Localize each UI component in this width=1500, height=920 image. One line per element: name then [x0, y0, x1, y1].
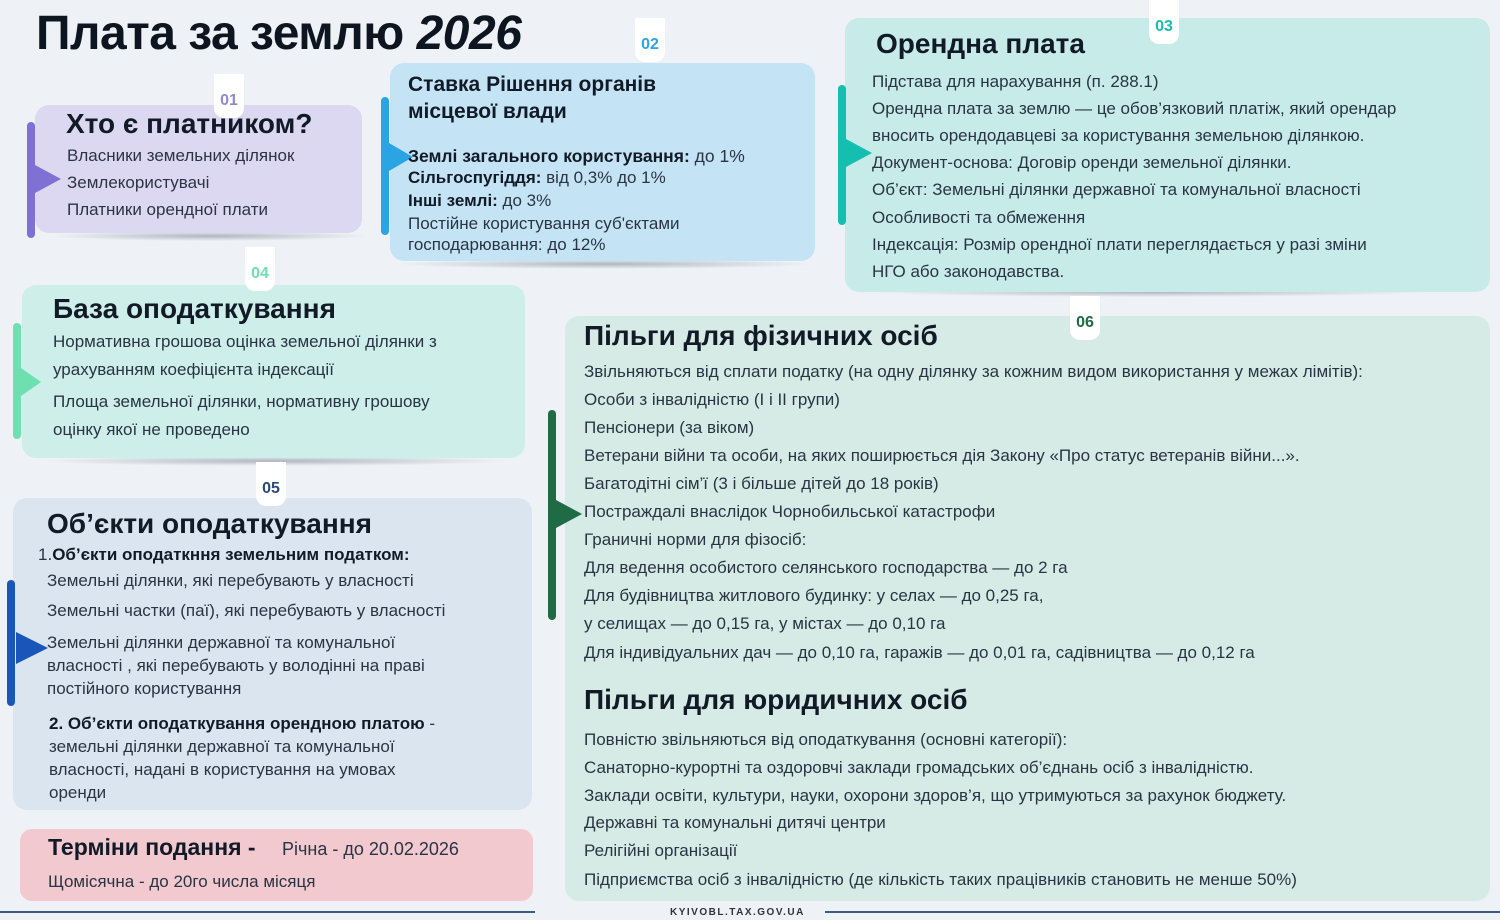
footer-url[interactable]: KYIVOBL.TAX.GOV.UA: [670, 907, 805, 918]
card06-pointer-icon: [556, 500, 582, 528]
footer-divider-left: [0, 911, 535, 913]
card05-line: Земельні частки (паї), які перебувають у власності: [47, 601, 446, 620]
card06-heading-legal: Пільги для юридичних осіб: [584, 684, 968, 715]
card02-rate-common: Землі загального користування: до 1%: [408, 146, 745, 166]
card05-sub1: 1.Об’єкти оподаткння земельним податком:: [38, 545, 410, 564]
card06-line: Державні та комунальні дитячі центри: [584, 813, 886, 832]
card03-line: Орендна плата за землю — це обов’язковий платіж, який орендар: [872, 99, 1397, 118]
card06-line: Для будівництва житлового будинку: у селах — до 0,25 га,: [584, 586, 1044, 605]
card01-item: Землекористувачі: [67, 173, 210, 192]
card06-line: Особи з інвалідністю (I і II групи): [584, 390, 840, 409]
card02-accent-bar: [381, 97, 389, 235]
card03-line: Об’єкт: Земельні ділянки державної та комунальної власності: [872, 180, 1361, 199]
card03-line: Підстава для нарахування (п. 288.1): [872, 72, 1159, 91]
card03-line: Індексація: Розмір орендної плати переглядається у разі зміни: [872, 235, 1367, 254]
card03-number: 03: [1149, 0, 1179, 44]
card01-heading: Хто є платником?: [66, 108, 313, 139]
card05-line: земельні ділянки державної та комунальної: [49, 737, 395, 756]
card04-number: 04: [245, 247, 275, 291]
card06-line: Пенсіонери (за віком): [584, 418, 755, 437]
card06-line: Багатодітні сім’ї (3 і більше дітей до 18 років): [584, 474, 939, 493]
card06-heading-individuals: Пільги для фізичних осіб: [584, 320, 938, 351]
card04-line: Нормативна грошова оцінка земельної ділянки з: [53, 332, 437, 351]
card01-item: Власники земельних ділянок: [67, 146, 295, 165]
card05-pointer-icon: [16, 632, 48, 664]
card06-line: Звільняються від сплати податку (на одну ділянку за кожним видом використання у межах лімітів):: [584, 362, 1363, 381]
page-title: [36, 6, 521, 61]
deadlines-annual: Річна - до 20.02.2026: [282, 839, 459, 859]
footer-divider-right: [825, 911, 1500, 913]
card06-line: Постраждалі внаслідок Чорнобильської катастрофи: [584, 502, 996, 521]
card06-line: Для індивідуальних дач — до 0,10 га, гаражів — до 0,01 га, садівництва — до 0,12 га: [584, 643, 1255, 662]
card05-accent-bar: [7, 580, 15, 706]
deadlines-heading: Терміни подання -: [48, 834, 256, 860]
title-year: 2026: [416, 7, 522, 60]
card03-pointer-icon: [846, 139, 872, 167]
card01-accent-bar: [27, 122, 35, 238]
card04-heading: База оподаткування: [53, 293, 336, 324]
card04-line: оцінку якої не проведено: [53, 420, 250, 439]
card05-line: постійного користування: [47, 679, 242, 698]
card04-line: урахуванням коефіцієнта індексації: [53, 360, 334, 379]
card06-line: Підприємства осіб з інвалідністю (де кількість таких працівників становить не менше 50%): [584, 870, 1297, 889]
card06-line: Санаторно-курортні та оздоровчі заклади громадських об’єднань осіб з інвалідністю.: [584, 758, 1254, 777]
card04-pointer-icon: [21, 368, 41, 396]
card06-line: Заклади освіти, культури, науки, охорони здоров’я, що утримуються за рахунок бюджету.: [584, 786, 1287, 805]
card02-rate-permanent-line1: Постійне користування суб'єктами: [408, 214, 680, 233]
card05-heading: Об’єкти оподаткування: [47, 508, 373, 539]
card02-heading-line1: Ставка Рішення органів: [408, 73, 657, 96]
card06-accent-bar: [548, 410, 556, 620]
card02-rate-agri: Сільгоспугіддя: від 0,3% до 1%: [408, 168, 666, 187]
card01-number: 01: [214, 74, 244, 118]
card06-line: у селищах — до 0,15 га, у містах — до 0,10 га: [584, 614, 946, 633]
card01-pointer-icon: [35, 165, 61, 193]
card03-heading: Орендна плата: [876, 28, 1085, 59]
card05-line: Земельні ділянки, які перебувають у власності: [47, 571, 414, 590]
card05-line: власності , які перебувають у володінні на праві: [47, 656, 425, 675]
card04-line: Площа земельної ділянки, нормативну грошову: [53, 392, 430, 411]
card05-number: 05: [256, 462, 286, 506]
deadlines-monthly: Щомісячна - до 20го числа місяця: [48, 872, 316, 891]
card06-line: Ветерани війни та особи, на яких поширюється дія Закону «Про статус ветеранів війни...».: [584, 446, 1300, 465]
card06-number: 06: [1070, 296, 1100, 340]
card02-rate-other: Інші землі: до 3%: [408, 191, 552, 210]
card02-heading-line2: місцевої влади: [408, 100, 567, 123]
card04-accent-bar: [13, 323, 21, 439]
card05-line: власності, надані в користування на умовах: [49, 760, 396, 779]
card06-line: Для ведення особистого селянського господарства — до 2 га: [584, 558, 1068, 577]
card05-sub2: 2. Об’єкти оподаткування орендною платою -: [49, 714, 436, 733]
card03-line: вносить орендодавцеві за користування земельною ділянкою.: [872, 126, 1365, 145]
card06-line: Релігійні організації: [584, 841, 738, 860]
card06-line: Повністю звільняються від оподаткування (основні категорії):: [584, 730, 1068, 749]
card03-line: Документ-основа: Договір оренди земельної ділянки.: [872, 153, 1292, 172]
title-text: Плата за землю: [36, 7, 404, 60]
card03-line: НГО або законодавства.: [872, 262, 1065, 281]
card05-line: оренди: [49, 783, 107, 802]
card06-line: Граничні норми для фізосіб:: [584, 530, 807, 549]
card03-line: Особливості та обмеження: [872, 208, 1086, 227]
card01-item: Платники орендної плати: [67, 200, 268, 219]
card02-rate-permanent-line2: господарювання: до 12%: [408, 235, 606, 254]
card03-accent-bar: [838, 85, 846, 225]
card05-line: Земельні ділянки державної та комунальної: [47, 633, 396, 652]
card02-number: 02: [635, 18, 665, 62]
